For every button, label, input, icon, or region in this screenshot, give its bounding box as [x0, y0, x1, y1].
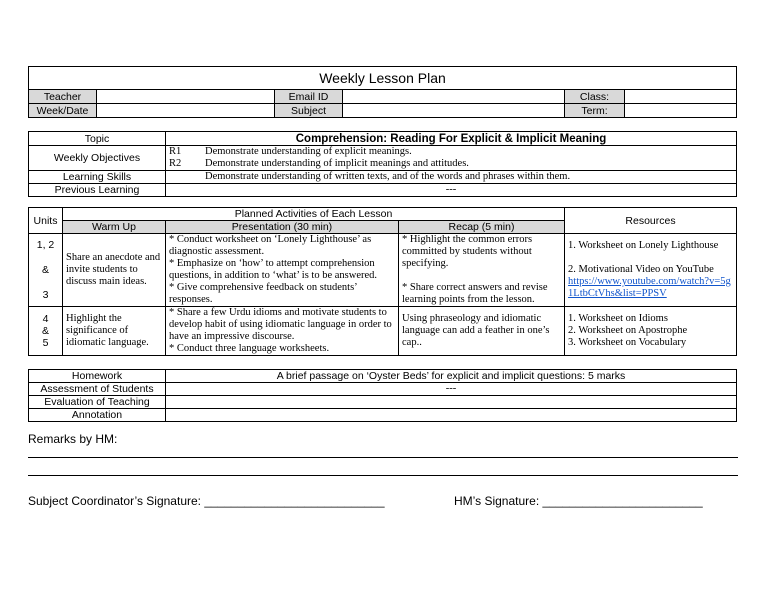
- resource-item: 1. Worksheet on Idioms: [568, 313, 668, 324]
- presentation-point: * Conduct three language worksheets.: [169, 343, 330, 354]
- objectives-list: [166, 146, 737, 171]
- recap-header: Recap (5 min): [399, 221, 565, 234]
- week-label: Week/Date: [29, 104, 97, 118]
- skills-label: Learning Skills: [29, 171, 166, 184]
- remarks-line[interactable]: [28, 475, 738, 476]
- remarks-line[interactable]: [28, 457, 738, 458]
- objective-item: [169, 158, 733, 170]
- annotation-field[interactable]: [166, 409, 737, 422]
- hm-signature: HM’s Signature: ________________________: [454, 494, 703, 508]
- unit-text: &: [41, 325, 49, 337]
- resources-header: Resources: [565, 208, 737, 234]
- planned-header: Planned Activities of Each Lesson: [63, 208, 565, 221]
- email-field[interactable]: [343, 90, 565, 104]
- resource-item: 3. Worksheet on Vocabulary: [568, 337, 687, 348]
- presentation-cell: [166, 307, 399, 356]
- unit-text: 5: [42, 337, 49, 349]
- presentation-header: Presentation (30 min): [166, 221, 399, 234]
- warmup-cell: Highlight the significance of idiomatic language.: [63, 307, 166, 356]
- email-label: Email ID: [275, 90, 343, 104]
- week-field[interactable]: [97, 104, 275, 118]
- subject-label: Subject: [275, 104, 343, 118]
- units-cell: [29, 307, 63, 356]
- evaluation-label: Evaluation of Teaching: [29, 396, 166, 409]
- youtube-link[interactable]: https://www.youtube.com/watch?v=5g1LtbCtVhs&list=PPSV: [568, 276, 731, 299]
- objective-text: Demonstrate understanding of explicit meanings.: [205, 146, 412, 157]
- recap-point: * Highlight the common errors committed by students without specifying.: [402, 234, 533, 269]
- class-field[interactable]: [625, 90, 737, 104]
- table-row: [29, 234, 737, 307]
- table-row: [29, 307, 737, 356]
- presentation-point: * Emphasize on ‘how’ to attempt comprehension questions, in addition to ‘what’ is to be answered.: [169, 258, 378, 281]
- assessment-label: Assessment of Students: [29, 383, 166, 396]
- unit-text: 4: [42, 313, 49, 325]
- presentation-point: * Conduct worksheet on ‘Lonely Lighthouse’ as diagnostic assessment.: [169, 234, 372, 257]
- objective-text: Demonstrate understanding of implicit meanings and attitudes.: [205, 158, 469, 169]
- warmup-cell: Share an anecdote and invite students to discuss main ideas.: [63, 234, 166, 307]
- objective-code: R2: [169, 158, 182, 169]
- page-title: Weekly Lesson Plan: [29, 67, 737, 90]
- objective-code: R1: [169, 146, 182, 157]
- coordinator-signature: Subject Coordinator’s Signature: ___________________________: [28, 494, 385, 508]
- previous-label: Previous Learning: [29, 184, 166, 197]
- recap-cell: [399, 307, 565, 356]
- topic-label: Topic: [29, 132, 166, 146]
- warmup-header: Warm Up: [63, 221, 166, 234]
- presentation-cell: [166, 234, 399, 307]
- resource-item: 1. Worksheet on Lonely Lighthouse: [568, 240, 719, 251]
- topic-value: Comprehension: Reading For Explicit & Implicit Meaning: [166, 132, 737, 146]
- presentation-point: * Give comprehensive feedback on students’ responses.: [169, 282, 357, 305]
- presentation-point: * Share a few Urdu idioms and motivate students to develop habit of using idiomatic language in order to have an impressive discourse.: [169, 307, 392, 342]
- subject-field[interactable]: [343, 104, 565, 118]
- recap-cell: [399, 234, 565, 307]
- homework-table: [28, 369, 737, 422]
- annotation-label: Annotation: [29, 409, 166, 422]
- previous-value: ---: [166, 184, 737, 197]
- unit-text: 1, 2: [36, 238, 55, 251]
- teacher-label: Teacher: [29, 90, 97, 104]
- objectives-label: Weekly Objectives: [29, 146, 166, 171]
- homework-value: A brief passage on ‘Oyster Beds’ for explicit and implicit questions: 5 marks: [166, 370, 737, 383]
- term-field[interactable]: [625, 104, 737, 118]
- units-cell: [29, 234, 63, 307]
- resource-item: 2. Motivational Video on YouTube: [568, 264, 714, 275]
- homework-label: Homework: [29, 370, 166, 383]
- objective-item: [169, 146, 733, 158]
- evaluation-field[interactable]: [166, 396, 737, 409]
- resources-cell: [565, 307, 737, 356]
- term-label: Term:: [565, 104, 625, 118]
- recap-point: * Share correct answers and revise learning points from the lesson.: [402, 282, 548, 305]
- skills-value: Demonstrate understanding of written texts, and of the words and phrases within them.: [166, 171, 737, 184]
- recap-point: Using phraseology and idiomatic language can add a feather in one’s cap..: [402, 313, 550, 348]
- resources-cell: [565, 234, 737, 307]
- unit-text: &: [41, 263, 49, 276]
- class-label: Class:: [565, 90, 625, 104]
- topic-table: [28, 131, 737, 197]
- header-table: [28, 66, 737, 118]
- units-header: Units: [29, 208, 63, 234]
- unit-text: 3: [42, 288, 49, 301]
- assessment-value: ---: [166, 383, 737, 396]
- activities-table: [28, 207, 737, 356]
- remarks-label: Remarks by HM:: [28, 432, 118, 446]
- resource-item: 2. Worksheet on Apostrophe: [568, 325, 688, 336]
- teacher-field[interactable]: [97, 90, 275, 104]
